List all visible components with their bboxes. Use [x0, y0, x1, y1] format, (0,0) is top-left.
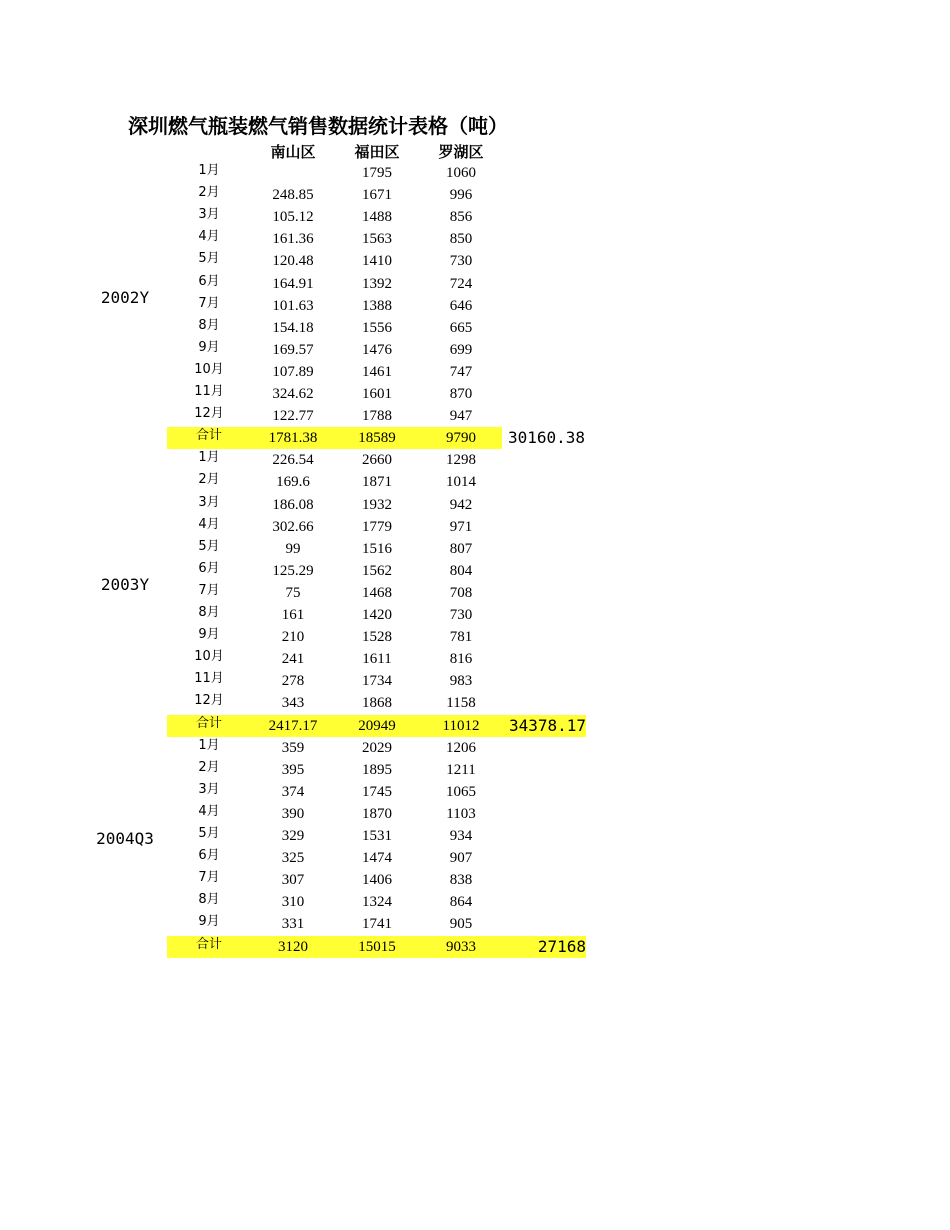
- value-cell: 302.66: [272, 518, 314, 535]
- table-row: [167, 471, 502, 493]
- total-value: 11012: [442, 717, 480, 734]
- value-cell: 374: [281, 783, 305, 800]
- value-cell: 983: [449, 673, 473, 690]
- month-label: 6月: [198, 273, 220, 289]
- month-label: 3月: [198, 494, 220, 510]
- table-row: [167, 825, 502, 847]
- column-header-luohu: 罗湖区: [438, 143, 484, 161]
- value-cell: 870: [449, 386, 473, 402]
- value-cell: 1406: [362, 872, 392, 889]
- table-row: [167, 582, 502, 604]
- value-cell: 1211: [446, 761, 476, 778]
- value-cell: 1488: [362, 209, 392, 226]
- value-cell: 699: [449, 341, 473, 358]
- month-label: 5月: [198, 251, 220, 267]
- table-row: [167, 516, 502, 538]
- value-cell: 1741: [362, 916, 392, 933]
- value-cell: 1103: [446, 805, 476, 822]
- month-label: 12月: [194, 406, 224, 422]
- value-cell: 947: [449, 408, 473, 425]
- table-row: [167, 891, 502, 913]
- month-label: 6月: [198, 560, 220, 576]
- page-title: 深圳燃气瓶装燃气销售数据统计表格（吨）: [128, 114, 508, 138]
- month-label: 1月: [198, 737, 220, 753]
- value-cell: 1516: [362, 540, 392, 557]
- total-value: 9790: [446, 430, 476, 447]
- year-label: 2004Q3: [96, 829, 154, 849]
- table-row: [167, 692, 502, 714]
- table-row: [167, 250, 502, 272]
- table-row: [167, 361, 502, 383]
- value-cell: 1298: [446, 452, 476, 469]
- table-row: [167, 737, 502, 759]
- value-cell: 1734: [362, 673, 392, 690]
- value-cell: 1474: [362, 850, 392, 867]
- table-row: [167, 162, 502, 184]
- value-cell: 161.36: [272, 231, 314, 248]
- value-cell: 1420: [362, 607, 392, 623]
- month-label: 7月: [198, 582, 220, 598]
- month-label: 10月: [194, 361, 224, 377]
- value-cell: 1528: [362, 629, 392, 646]
- value-cell: 186.08: [272, 496, 314, 513]
- month-label: 7月: [198, 870, 220, 886]
- table-row: [167, 273, 502, 295]
- value-cell: 971: [449, 518, 473, 535]
- value-cell: 1392: [362, 275, 392, 292]
- value-cell: 1014: [446, 474, 476, 491]
- value-cell: 942: [449, 496, 473, 513]
- value-cell: 905: [449, 916, 473, 933]
- table-row: [167, 449, 502, 471]
- value-cell: 101.63: [272, 297, 314, 314]
- table-row: [167, 339, 502, 361]
- grand-total: 34378.17: [502, 715, 586, 737]
- value-cell: 907: [449, 850, 473, 867]
- value-cell: 850: [449, 231, 473, 248]
- month-label: 5月: [198, 538, 220, 554]
- total-label: 合计: [195, 715, 222, 731]
- table-row: [167, 184, 502, 206]
- value-cell: 724: [449, 275, 473, 292]
- value-cell: 730: [449, 253, 473, 270]
- month-label: 10月: [194, 649, 224, 665]
- value-cell: 169.6: [276, 474, 310, 491]
- value-cell: 105.12: [272, 209, 314, 226]
- total-label: 合计: [195, 936, 222, 952]
- grand-total: 27168: [502, 936, 586, 958]
- value-cell: 1871: [362, 474, 392, 491]
- value-cell: 1611: [362, 651, 392, 668]
- value-cell: 1671: [362, 187, 392, 204]
- value-cell: 730: [449, 607, 473, 623]
- total-row: [167, 427, 502, 449]
- total-label: 合计: [195, 428, 222, 444]
- value-cell: 781: [449, 629, 473, 646]
- column-header-nanshan: 南山区: [270, 143, 316, 161]
- month-label: 4月: [198, 803, 220, 819]
- month-label: 3月: [198, 781, 220, 797]
- value-cell: 816: [449, 651, 473, 668]
- value-cell: 1868: [362, 695, 392, 712]
- total-value: 1781.38: [268, 430, 318, 447]
- month-label: 4月: [198, 516, 220, 532]
- month-label: 5月: [198, 826, 220, 841]
- month-label: 9月: [198, 914, 220, 930]
- table-row: [167, 560, 502, 582]
- value-cell: 1468: [362, 584, 392, 601]
- total-value: 18589: [358, 430, 396, 447]
- value-cell: 390: [281, 805, 305, 822]
- value-cell: 395: [281, 761, 305, 778]
- value-cell: 325: [281, 850, 305, 867]
- value-cell: 1563: [362, 231, 392, 248]
- value-cell: 708: [449, 584, 473, 601]
- month-label: 1月: [198, 163, 220, 178]
- month-label: 6月: [198, 848, 220, 864]
- value-cell: 1388: [362, 297, 392, 314]
- month-label: 8月: [198, 317, 220, 333]
- value-cell: 1895: [362, 761, 392, 778]
- value-cell: 1476: [362, 341, 392, 358]
- value-cell: 310: [281, 894, 305, 911]
- value-cell: 1158: [446, 695, 476, 712]
- table-row: [167, 803, 502, 825]
- value-cell: 99: [285, 540, 301, 557]
- table-row: [167, 538, 502, 560]
- table-row: [167, 228, 502, 250]
- value-cell: 164.91: [272, 275, 314, 292]
- value-cell: 2660: [362, 452, 392, 469]
- value-cell: 1410: [362, 253, 392, 270]
- table-row: [167, 648, 502, 670]
- value-cell: 1788: [362, 408, 392, 425]
- value-cell: 1870: [362, 805, 392, 822]
- table-row: [167, 317, 502, 339]
- value-cell: 1779: [362, 518, 392, 535]
- value-cell: 1461: [362, 363, 392, 380]
- value-cell: 210: [281, 629, 305, 646]
- total-value: 9033: [446, 938, 476, 955]
- value-cell: 864: [449, 894, 473, 911]
- value-cell: 856: [449, 209, 473, 226]
- value-cell: 2029: [362, 739, 392, 756]
- value-cell: 996: [449, 187, 473, 204]
- table-row: [167, 626, 502, 648]
- month-label: 7月: [198, 295, 220, 311]
- value-cell: 804: [449, 562, 473, 579]
- value-cell: 1745: [362, 783, 392, 800]
- table-row: [167, 206, 502, 228]
- table-row: [167, 847, 502, 869]
- value-cell: 324.62: [272, 386, 314, 402]
- value-cell: 107.89: [272, 363, 314, 380]
- value-cell: 120.48: [272, 253, 314, 270]
- month-label: 11月: [194, 671, 224, 687]
- value-cell: 1065: [446, 783, 476, 800]
- table-row: [167, 781, 502, 803]
- value-cell: 1562: [362, 562, 392, 579]
- value-cell: 169.57: [272, 341, 314, 358]
- value-cell: 278: [281, 673, 305, 690]
- month-label: 2月: [198, 472, 220, 488]
- month-label: 8月: [198, 892, 220, 908]
- month-label: 12月: [194, 693, 224, 709]
- value-cell: 161: [281, 607, 305, 623]
- value-cell: 331: [281, 916, 305, 933]
- month-label: 11月: [194, 384, 224, 399]
- month-label: 9月: [198, 627, 220, 643]
- value-cell: 307: [281, 872, 305, 889]
- table-row: [167, 405, 502, 427]
- value-cell: 343: [281, 695, 305, 712]
- month-label: 9月: [198, 339, 220, 355]
- month-label: 3月: [198, 207, 220, 223]
- value-cell: 838: [449, 872, 473, 889]
- table-row: [167, 869, 502, 891]
- table-row: [167, 494, 502, 516]
- value-cell: 226.54: [272, 452, 314, 469]
- table-row: [167, 295, 502, 317]
- value-cell: 1932: [362, 496, 392, 513]
- month-label: 2月: [198, 185, 220, 201]
- value-cell: 329: [281, 828, 305, 844]
- value-cell: 1531: [362, 828, 392, 844]
- grand-total: 30160.38: [508, 428, 586, 448]
- month-label: 2月: [198, 759, 220, 775]
- month-label: 1月: [198, 450, 220, 466]
- value-cell: 154.18: [272, 319, 314, 336]
- table-row: [167, 383, 502, 405]
- table-row: [167, 913, 502, 935]
- value-cell: 1556: [362, 319, 392, 336]
- value-cell: 1206: [446, 739, 476, 756]
- total-value: 2417.17: [268, 717, 318, 734]
- total-value: 20949: [358, 717, 396, 734]
- value-cell: 248.85: [272, 187, 314, 204]
- value-cell: 747: [449, 363, 473, 380]
- total-value: 15015: [358, 938, 396, 955]
- month-label: 8月: [198, 605, 220, 620]
- value-cell: 934: [449, 828, 473, 844]
- value-cell: 1601: [362, 386, 392, 402]
- total-row: [167, 936, 502, 958]
- year-label: 2002Y: [100, 287, 150, 307]
- value-cell: [251, 162, 335, 184]
- value-cell: 665: [449, 319, 473, 336]
- value-cell: 359: [281, 739, 305, 756]
- value-cell: 1324: [362, 894, 392, 911]
- month-label: 4月: [198, 229, 220, 245]
- value-cell: 1060: [446, 165, 476, 181]
- table-row: [167, 604, 502, 626]
- value-cell: 646: [449, 297, 473, 314]
- value-cell: 122.77: [272, 408, 314, 425]
- value-cell: 241: [281, 651, 305, 668]
- column-header-futian: 福田区: [354, 143, 400, 161]
- value-cell: 807: [449, 540, 473, 557]
- value-cell: 1795: [362, 165, 392, 181]
- table-row: [167, 670, 502, 692]
- value-cell: 125.29: [272, 562, 314, 579]
- year-label: 2003Y: [100, 574, 150, 594]
- total-value: 3120: [278, 938, 308, 955]
- total-row: [167, 715, 502, 737]
- table-row: [167, 759, 502, 781]
- value-cell: 75: [285, 584, 301, 601]
